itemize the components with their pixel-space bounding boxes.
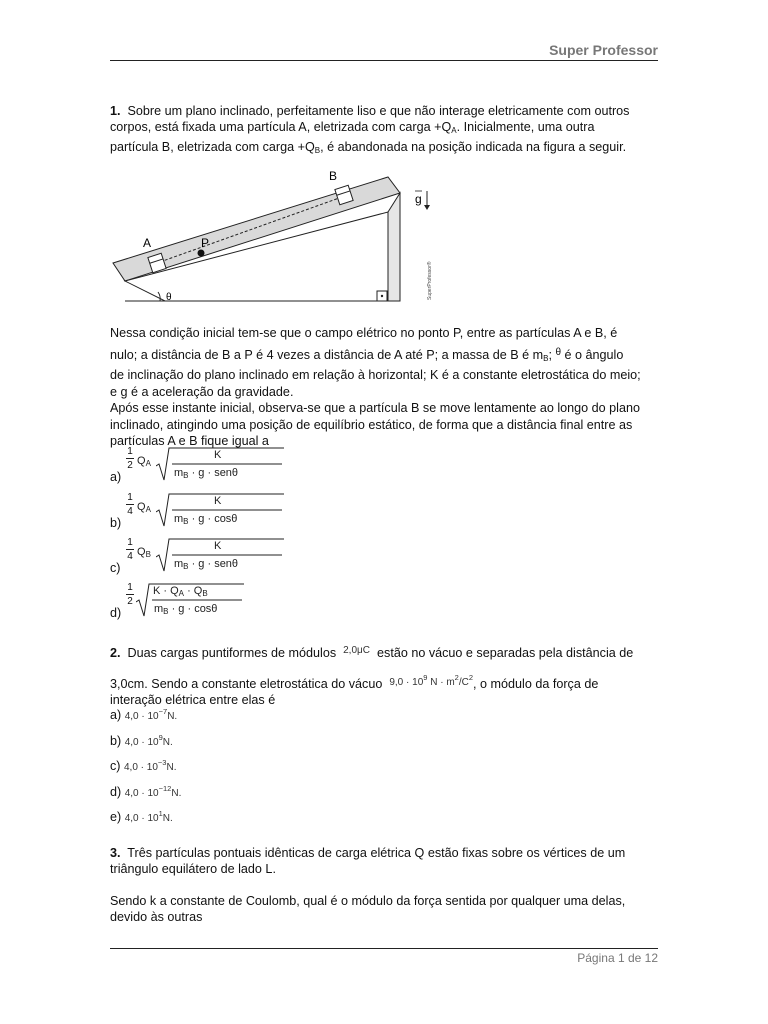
option-row[interactable]: [110, 707, 310, 733]
option-label: d): [110, 784, 122, 799]
fraction: 1 4: [127, 537, 133, 562]
sqrt-numerator: K: [214, 449, 222, 461]
charge-symbol: $Q_B$: [137, 546, 151, 559]
q3-line: devido às outras: [110, 910, 203, 924]
option-value: $4,0 \cdot 10^{-7}N$.: [124, 707, 178, 722]
sqrt-denominator: $m_B \cdot g \cdot \cos\theta$: [174, 513, 238, 526]
label-a: A: [143, 236, 152, 250]
question-1-intro: [110, 103, 658, 159]
gravity-arrowhead-icon: [424, 205, 430, 210]
question-2-stem: [110, 643, 658, 708]
footer-rule: [110, 948, 658, 949]
q3-line: Sendo k a constante de Coulomb, qual é o módulo da força sentida por qualquer uma delas,: [110, 894, 626, 908]
q1-line: ;: [548, 347, 556, 362]
subscript: B: [314, 146, 321, 155]
q1-line: corpos, está fixada uma partícula A, eletrizada com carga +Q: [110, 120, 452, 134]
right-angle-dot: [381, 295, 383, 297]
q1-line: é o ângulo: [561, 347, 624, 362]
q1-line: Após esse instante inicial, observa-se que a partícula B se move lentamente ao longo do plano: [110, 401, 640, 415]
subscript: A: [451, 126, 457, 135]
option-row[interactable]: [110, 809, 310, 835]
q2-line: 3,0cm. Sendo a constante eletrostática do vácuo: [110, 677, 383, 691]
q2-line: , o módulo da força de: [473, 677, 599, 691]
question-3-stem: [110, 845, 658, 925]
sqrt-denominator: $m_B \cdot g \cdot sen\theta$: [174, 558, 239, 571]
q3-line: triângulo equilátero de lado L.: [110, 862, 276, 876]
fraction: 1 4: [127, 492, 133, 517]
point-p: [198, 250, 205, 257]
figure-watermark: SuperProfessor®: [427, 261, 433, 300]
option-label[interactable]: b): [110, 516, 122, 530]
q2-line: interação elétrica entre elas é: [110, 693, 276, 707]
option-row[interactable]: [110, 784, 310, 810]
theta-symbol: θ: [555, 346, 562, 358]
sqrt-denominator: $m_B \cdot g \cdot sen\theta$: [174, 467, 239, 480]
charge-symbol: $Q_A$: [137, 501, 151, 514]
option-label[interactable]: c): [110, 561, 121, 575]
sqrt-numerator: K: [214, 540, 222, 552]
option-label[interactable]: d): [110, 606, 122, 620]
q1-line: inclinado, atingindo uma posição de equilíbrio estático, de forma que a distância final entre as: [110, 417, 633, 432]
q1-line: , é abandonada na posição indicada na figura a seguir.: [320, 140, 627, 154]
fraction: 1 2: [127, 582, 133, 607]
plane-side-face: [388, 193, 400, 301]
option-label: a): [110, 708, 122, 722]
question-1-options: [110, 446, 310, 626]
header-rule: [110, 60, 658, 61]
header-brand: Super Professor: [549, 42, 658, 58]
q1-line: nulo; a distância de B a P é 4 vezes a distância de A até P; a massa de B é m: [110, 347, 544, 362]
sqrt-numerator: $K \cdot Q_A \cdot Q_B$: [153, 585, 208, 598]
q1-line: Nessa condição inicial tem-se que o campo elétrico no ponto P, entre as partículas A e B, é: [110, 326, 618, 340]
question-number: 1.: [110, 104, 121, 118]
q1-line: . Inicialmente, uma outra: [456, 120, 595, 134]
q1-line: partícula B, eletrizada com carga +Q: [110, 140, 315, 154]
sqrt-numerator: K: [214, 495, 222, 507]
option-value: $4,0 \cdot 10^1N$.: [124, 809, 173, 824]
fraction: [126, 446, 134, 471]
option-label: e): [110, 810, 122, 824]
question-1-body: [110, 325, 658, 450]
q1-line: Sobre um plano inclinado, perfeitamente liso e que não interage eletricamente com outros: [127, 104, 630, 118]
question-2-options: [110, 707, 310, 835]
numerator: 1: [127, 446, 133, 457]
subscript: B: [543, 353, 549, 363]
option-row[interactable]: [110, 733, 310, 759]
sqrt-denominator: $m_B \cdot g \cdot \cos\theta$: [154, 603, 218, 616]
denominator: 2: [127, 460, 133, 471]
charge-symbol: $Q_A$: [137, 455, 151, 468]
charge-value: 2,0μC: [343, 645, 371, 656]
theta-label: θ: [166, 292, 172, 303]
question-number: 2.: [110, 646, 121, 660]
q2-line: Duas cargas puntiformes de módulos: [127, 646, 337, 660]
label-g: g: [415, 192, 422, 206]
option-value: $4,0 \cdot 10^{-12}N$.: [124, 783, 182, 799]
q1-line: e g é a aceleração da gravidade.: [110, 384, 294, 399]
option-label: b): [110, 733, 122, 748]
question-number: 3.: [110, 846, 121, 860]
q1-line: de inclinação do plano inclinado em relação à horizontal; K é a constante eletrostática do meio;: [110, 368, 641, 382]
coulomb-constant: 9,0 · 109 N · m2/C2: [389, 673, 474, 688]
q1-line: partículas A e B fique igual a: [110, 434, 269, 448]
option-label: c): [110, 759, 121, 773]
option-row[interactable]: [110, 758, 310, 784]
page-number: Página 1 de 12: [577, 951, 658, 965]
label-p: P: [201, 236, 210, 250]
option-value: $4,0 \cdot 10^9N$.: [124, 732, 173, 748]
option-label[interactable]: a): [110, 470, 122, 484]
inclined-plane-figure: [110, 165, 450, 310]
q3-line: Três partículas pontuais idênticas de carga elétrica Q estão fixas sobre os vértices de um: [127, 846, 626, 860]
q2-line: estão no vácuo e separadas pela distância de: [377, 646, 634, 660]
label-b: B: [329, 169, 338, 183]
option-value: $4,0 \cdot 10^{-3}N$.: [124, 758, 177, 773]
